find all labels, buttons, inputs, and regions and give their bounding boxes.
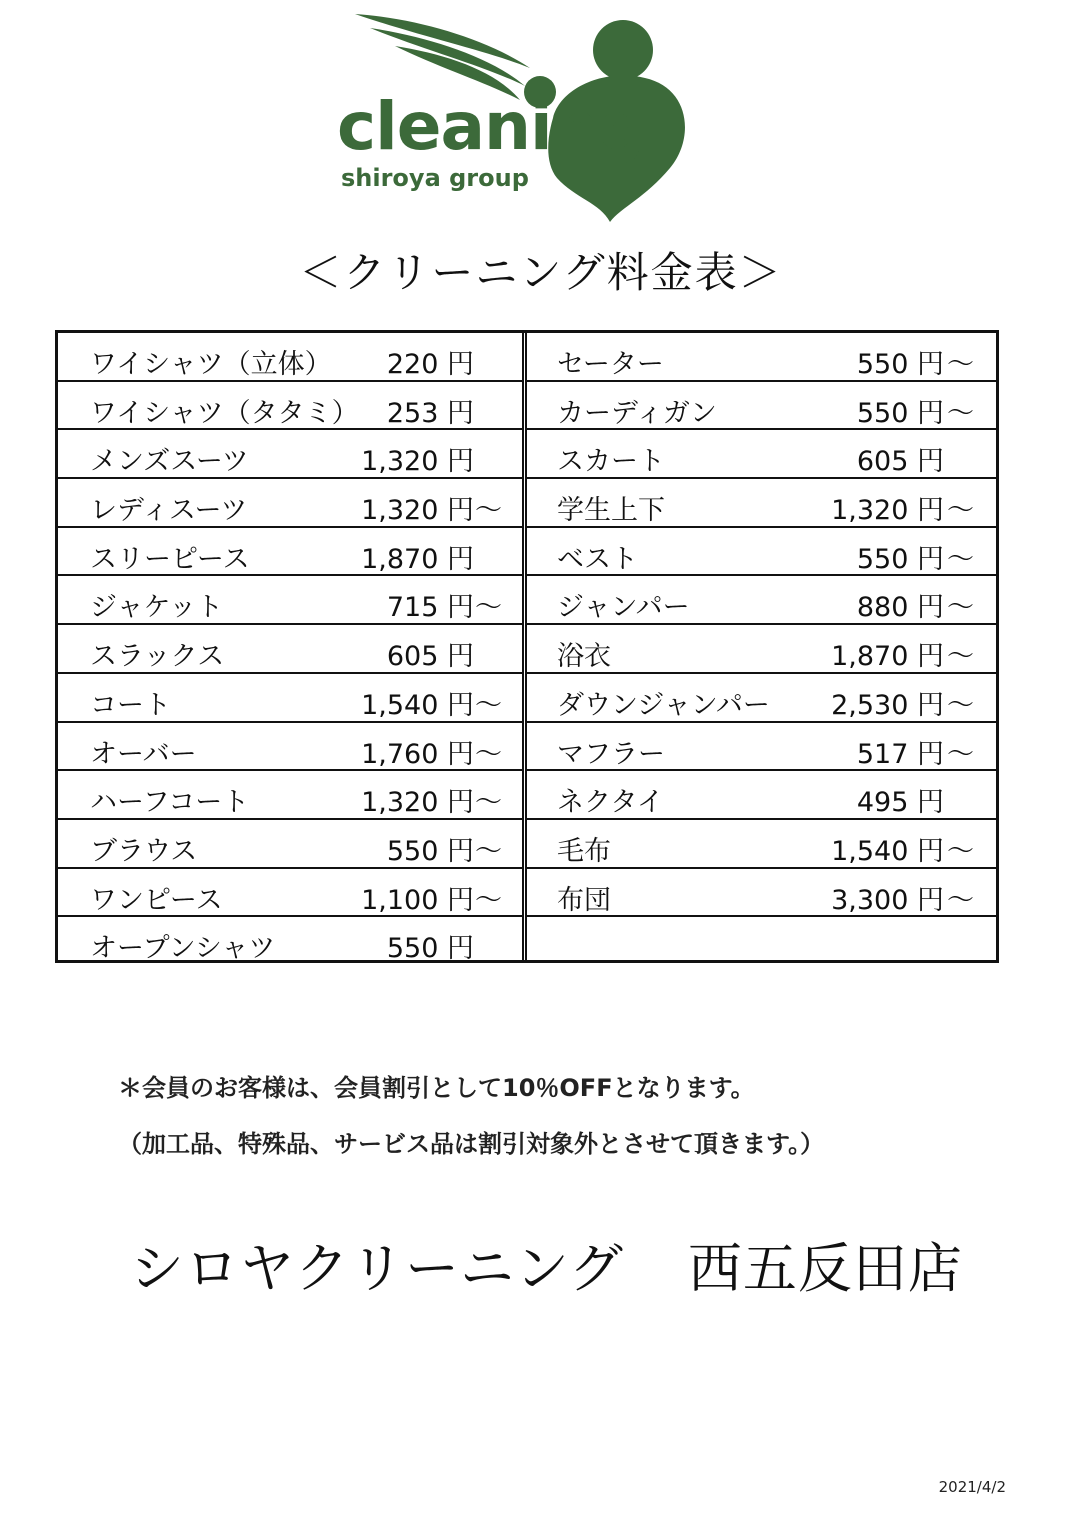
price-from-mark: ～: [475, 495, 502, 527]
item-price: 1,100 円: [361, 884, 474, 916]
item-name: レディスーツ: [90, 495, 248, 527]
item-name: ワイシャツ（タタミ）: [90, 397, 359, 429]
item-price: 3,300 円: [831, 884, 944, 916]
item-name: 学生上下: [557, 495, 665, 527]
store-name: [130, 1226, 963, 1303]
price-column-left: [58, 333, 527, 965]
item-name: スカート: [557, 446, 665, 478]
price-from-mark: ～: [475, 835, 502, 867]
item-name: ジャンパー: [557, 592, 690, 624]
item-name: ジャケット: [90, 592, 224, 624]
item-name: 浴衣: [557, 641, 611, 673]
item-price: 880 円: [856, 592, 944, 624]
price-row: [58, 528, 522, 577]
shiroya-logo: [325, 8, 705, 228]
price-from-mark: ～: [947, 641, 974, 673]
price-row: [527, 625, 996, 674]
store-brand: シロヤクリーニング: [130, 1237, 624, 1300]
price-row: [58, 382, 522, 431]
price-row: [58, 917, 522, 966]
price-from-mark: ～: [475, 884, 502, 916]
item-price: 1,320 円: [361, 446, 474, 478]
price-from-mark: ～: [947, 397, 974, 429]
price-row: [58, 723, 522, 772]
item-name: ベスト: [557, 543, 638, 575]
item-price: 1,760 円: [361, 738, 474, 770]
item-price: 605 円: [856, 446, 944, 478]
item-name: ハーフコート: [90, 787, 250, 819]
item-name: オーバー: [90, 738, 197, 770]
price-from-mark: ～: [947, 689, 974, 721]
item-price: 605 円: [386, 641, 474, 673]
item-price: 715 円: [386, 592, 474, 624]
item-price: 1,540 円: [831, 835, 944, 867]
price-row: [527, 430, 996, 479]
price-row: [527, 917, 996, 966]
price-row: [58, 479, 522, 528]
price-from-mark: ～: [947, 592, 974, 624]
price-from-mark: ～: [947, 543, 974, 575]
item-name: マフラー: [557, 738, 665, 770]
price-from-mark: ～: [947, 835, 974, 867]
item-name: オープンシャツ: [90, 933, 276, 965]
price-row: [527, 333, 996, 382]
issue-date: 2021/4/2: [938, 1478, 1006, 1496]
member-discount-note: ＊会員のお客様は、会員割引として10％OFFとなります。: [118, 1074, 755, 1102]
price-row: [58, 771, 522, 820]
item-price: 1,870 円: [831, 641, 944, 673]
price-from-mark: ～: [475, 689, 502, 721]
price-from-mark: ～: [475, 787, 502, 819]
item-price: 1,870 円: [361, 543, 474, 575]
discount-exclusion-note: （加工品、特殊品、サービス品は割引対象外とさせて頂きます。）: [118, 1130, 825, 1158]
item-name: コート: [90, 689, 171, 721]
item-name: セーター: [557, 349, 664, 380]
item-name: ワンピース: [90, 884, 223, 916]
price-row: [527, 382, 996, 431]
price-row: [58, 333, 522, 382]
item-price: 1,320 円: [361, 495, 474, 527]
price-row: [58, 576, 522, 625]
price-from-mark: ～: [475, 592, 502, 624]
price-row: [58, 625, 522, 674]
item-name: 毛布: [557, 835, 611, 867]
store-branch: 西五反田店: [687, 1237, 963, 1300]
item-name: メンズスーツ: [90, 446, 249, 478]
price-row: [527, 771, 996, 820]
item-name: ダウンジャンパー: [557, 689, 770, 721]
item-price: 517 円: [856, 738, 944, 770]
item-price: 550 円: [856, 543, 944, 575]
item-name: スラックス: [90, 641, 225, 673]
price-row: [527, 479, 996, 528]
price-from-mark: ～: [947, 738, 974, 770]
price-from-mark: ～: [947, 349, 974, 380]
item-name: ブラウス: [90, 835, 198, 867]
price-from-mark: ～: [947, 884, 974, 916]
item-price: 550 円: [386, 835, 474, 867]
price-row: [527, 528, 996, 577]
item-name: スリーピース: [90, 543, 250, 575]
price-row: [527, 576, 996, 625]
price-row: [527, 820, 996, 869]
item-price: 1,540 円: [361, 689, 474, 721]
item-price: 2,530 円: [831, 689, 944, 721]
item-name: カーディガン: [557, 397, 717, 429]
item-price: 1,320 円: [831, 495, 944, 527]
price-from-mark: ～: [947, 495, 974, 527]
price-row: [527, 869, 996, 918]
item-price: 550 円: [856, 349, 944, 380]
item-price: 1,320 円: [361, 787, 474, 819]
price-column-right: [527, 333, 996, 960]
price-row: [58, 820, 522, 869]
item-price: 550 円: [856, 397, 944, 429]
item-price: 550 円: [386, 933, 474, 965]
logo-wordmark: cleaning: [337, 88, 644, 165]
item-name: ワイシャツ（立体）: [90, 349, 332, 380]
price-row: [58, 869, 522, 918]
price-row: [527, 674, 996, 723]
logo-subtitle: shiroya group: [341, 164, 529, 192]
item-price: 253 円: [386, 397, 474, 429]
page-title: ＜クリーニング料金表＞: [299, 248, 783, 297]
item-name: 布団: [557, 884, 611, 916]
price-row: [58, 430, 522, 479]
item-price: 495 円: [856, 787, 944, 819]
price-table: [55, 330, 999, 963]
price-row: [527, 723, 996, 772]
price-row: [58, 674, 522, 723]
price-from-mark: ～: [475, 738, 502, 770]
item-name: ネクタイ: [557, 787, 664, 819]
item-price: 220 円: [386, 349, 474, 380]
